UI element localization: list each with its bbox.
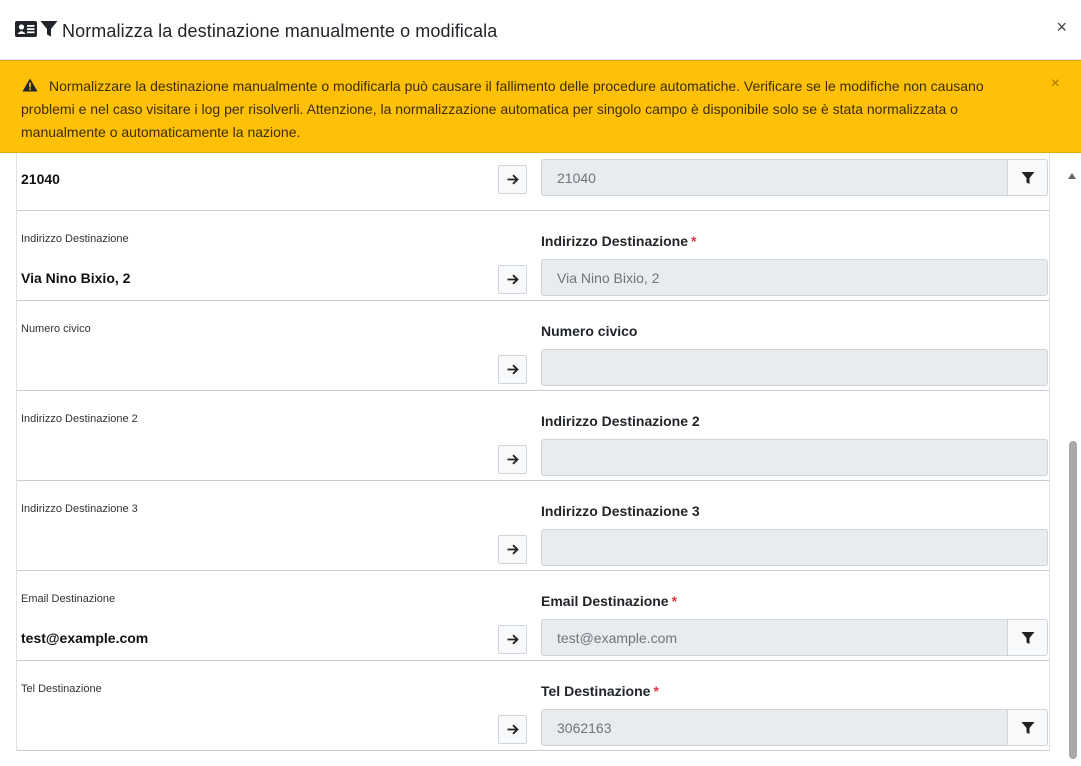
warning-alert bbox=[0, 60, 1081, 153]
source-label: Email Destinazione bbox=[21, 593, 116, 605]
filter-icon bbox=[1021, 631, 1035, 645]
copy-arrow-button[interactable] bbox=[498, 715, 527, 744]
copy-arrow-button[interactable] bbox=[498, 165, 527, 194]
source-value: 21040 bbox=[21, 171, 60, 187]
required-marker: * bbox=[653, 683, 659, 699]
destination-input[interactable] bbox=[541, 619, 1008, 656]
destination-label: Numero civico bbox=[541, 323, 638, 339]
source-label: Tel Destinazione bbox=[21, 683, 102, 695]
destination-input[interactable] bbox=[541, 529, 1048, 566]
filter-icon bbox=[1021, 721, 1035, 735]
arrow-right-icon bbox=[507, 274, 519, 285]
source-label: Indirizzo Destinazione 2 bbox=[21, 413, 138, 425]
vertical-scrollbar[interactable] bbox=[1064, 153, 1081, 766]
required-marker: * bbox=[671, 593, 678, 609]
source-label: Numero civico bbox=[21, 323, 91, 335]
close-icon[interactable]: × bbox=[1056, 17, 1067, 37]
scrollbar-thumb[interactable] bbox=[1069, 441, 1077, 759]
required-marker: * bbox=[691, 233, 697, 249]
modal-header bbox=[0, 0, 1081, 60]
copy-arrow-button[interactable] bbox=[498, 265, 527, 294]
copy-arrow-button[interactable] bbox=[498, 355, 527, 384]
destination-label: Indirizzo Destinazione 2 bbox=[541, 413, 700, 429]
fields-scroll-area[interactable] bbox=[0, 153, 1081, 766]
field-row-numero-civico bbox=[17, 301, 1049, 391]
warning-text: Normalizzare la destinazione manualmente o modificarla può causare il fallimento delle procedure automatiche. Verificare se le modifiche non causano problemi e nel caso visitare i log per risolverli. Attenzione, la normalizzazione automatica per singolo campo è disponibile solo se è stata normalizzata o manualmente o automaticamente la nazione. bbox=[21, 78, 984, 140]
filter-icon bbox=[1021, 171, 1035, 185]
field-row-cap bbox=[17, 153, 1049, 211]
field-row-email bbox=[17, 571, 1049, 661]
destination-label: Indirizzo Destinazione 3 bbox=[541, 503, 700, 519]
copy-arrow-button[interactable] bbox=[498, 535, 527, 564]
destination-input[interactable] bbox=[541, 439, 1048, 476]
modal-title-wrap bbox=[15, 19, 497, 43]
arrow-right-icon bbox=[507, 634, 519, 645]
destination-input[interactable] bbox=[541, 159, 1008, 196]
arrow-right-icon bbox=[507, 174, 519, 185]
id-card-icon bbox=[15, 21, 37, 42]
arrow-right-icon bbox=[507, 724, 519, 735]
modal-title: Normalizza la destinazione manualmente o modificala bbox=[62, 20, 498, 41]
filter-icon bbox=[40, 20, 58, 43]
field-row-indirizzo bbox=[17, 211, 1049, 301]
arrow-right-icon bbox=[507, 364, 519, 375]
destination-label: Email Destinazione * bbox=[541, 593, 678, 609]
field-row-indirizzo-3 bbox=[17, 481, 1049, 571]
source-label: Indirizzo Destinazione 3 bbox=[21, 503, 138, 515]
copy-arrow-button[interactable] bbox=[498, 625, 527, 654]
field-row-tel bbox=[17, 661, 1049, 751]
destination-label: Tel Destinazione * bbox=[541, 683, 659, 699]
fields-table bbox=[16, 153, 1050, 751]
scroll-up-icon[interactable] bbox=[1068, 173, 1076, 179]
source-value: Via Nino Bixio, 2 bbox=[21, 270, 131, 286]
normalize-filter-button[interactable] bbox=[1007, 159, 1048, 196]
copy-arrow-button[interactable] bbox=[498, 445, 527, 474]
destination-label: Indirizzo Destinazione * bbox=[541, 233, 697, 249]
field-row-indirizzo-2 bbox=[17, 391, 1049, 481]
source-value: test@example.com bbox=[21, 630, 149, 646]
arrow-right-icon bbox=[507, 454, 519, 465]
arrow-right-icon bbox=[507, 544, 519, 555]
destination-input[interactable] bbox=[541, 709, 1008, 746]
destination-input[interactable] bbox=[541, 259, 1048, 296]
alert-close-icon[interactable]: × bbox=[1050, 75, 1060, 92]
normalize-filter-button[interactable] bbox=[1007, 619, 1048, 656]
destination-input[interactable] bbox=[541, 349, 1048, 386]
source-label: Indirizzo Destinazione bbox=[21, 233, 129, 245]
normalize-filter-button[interactable] bbox=[1007, 709, 1048, 746]
